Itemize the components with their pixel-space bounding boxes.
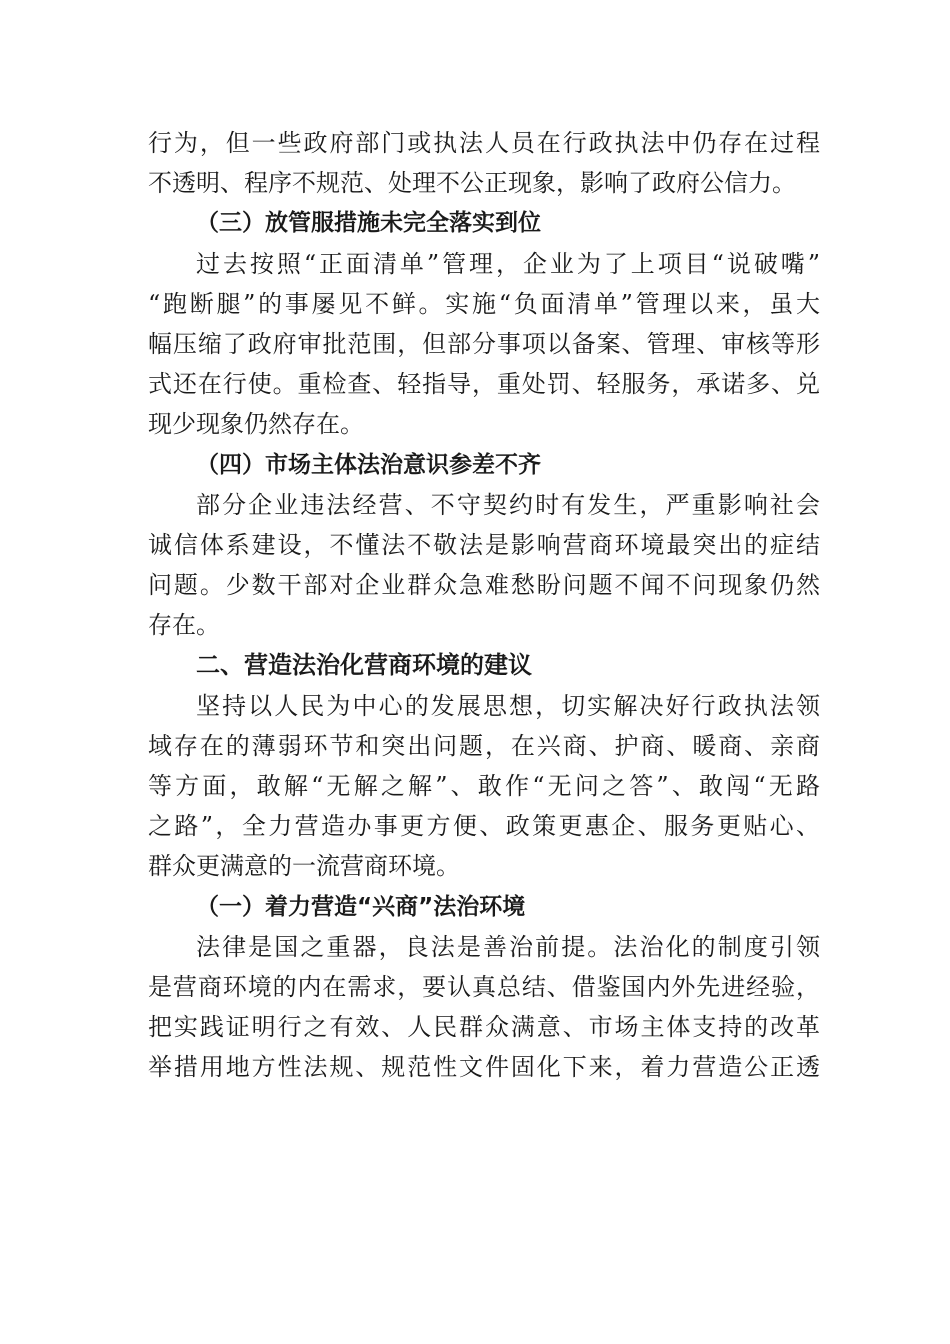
paragraph-line: 过去按照“正面清单”管理，企业为了上项目“说破嘴” bbox=[196, 249, 820, 278]
paragraph-line: 把实践证明行之有效、人民群众满意、市场主体支持的改革 bbox=[148, 1013, 820, 1042]
paragraph-line: 域存在的薄弱环节和突出问题，在兴商、护商、暖商、亲商 bbox=[148, 731, 820, 760]
paragraph-line: 坚持以人民为中心的发展思想，切实解决好行政执法领 bbox=[196, 691, 820, 720]
section-heading: （一）着力营造“兴商”法治环境 bbox=[196, 893, 526, 920]
paragraph-line: 问题。少数干部对企业群众急难愁盼问题不闻不问现象仍然 bbox=[148, 571, 820, 600]
paragraph-line: 举措用地方性法规、规范性文件固化下来，着力营造公正透 bbox=[148, 1053, 820, 1082]
paragraph-line: 幅压缩了政府审批范围，但部分事项以备案、管理、审核等形 bbox=[148, 329, 820, 358]
section-heading: （四）市场主体法治意识参差不齐 bbox=[196, 451, 541, 478]
section-heading: （三）放管服措施未完全落实到位 bbox=[196, 210, 541, 237]
paragraph-line: 诚信体系建设，不懂法不敬法是影响营商环境最突出的症结 bbox=[148, 530, 820, 559]
document-page bbox=[148, 123, 820, 1088]
paragraph-line: 法律是国之重器，良法是善治前提。法治化的制度引领 bbox=[196, 932, 820, 961]
paragraph-line: 不透明、程序不规范、处理不公正现象，影响了政府公信力。 bbox=[148, 169, 796, 198]
paragraph-line: 行为，但一些政府部门或执法人员在行政执法中仍存在过程 bbox=[148, 129, 820, 157]
chapter-heading: 二、营造法治化营商环境的建议 bbox=[196, 651, 532, 680]
paragraph-line: 群众更满意的一流营商环境。 bbox=[148, 852, 460, 881]
paragraph-line: 是营商环境的内在需求，要认真总结、借鉴国内外先进经验， bbox=[148, 972, 820, 1001]
paragraph-line: “跑断腿”的事屡见不鲜。实施“负面清单”管理以来，虽大 bbox=[148, 289, 820, 318]
paragraph-line: 等方面，敢解“无解之解”、敢作“无问之答”、敢闯“无路 bbox=[148, 772, 820, 800]
paragraph-line: 部分企业违法经营、不守契约时有发生，严重影响社会 bbox=[196, 490, 820, 519]
paragraph-line: 式还在行使。重检查、轻指导，重处罚、轻服务，承诺多、兑 bbox=[148, 370, 820, 399]
paragraph-line: 现少现象仍然存在。 bbox=[148, 410, 364, 439]
paragraph-line: 之路”，全力营造办事更方便、政策更惠企、服务更贴心、 bbox=[148, 812, 820, 841]
paragraph-line: 存在。 bbox=[148, 611, 220, 640]
